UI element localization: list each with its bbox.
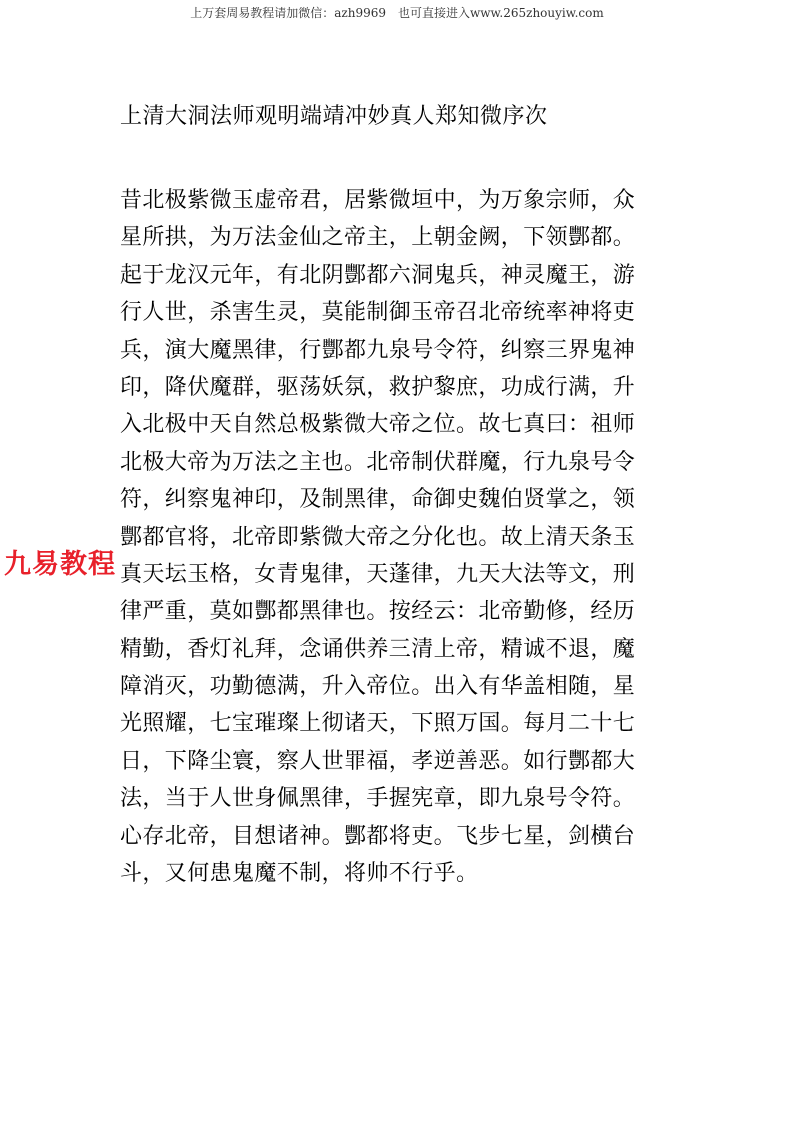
body-line: 障消灭，功勤德满，升入帝位。出入有华盖相随，星 [120, 674, 636, 700]
body-line: 真天坛玉格，女青鬼律，天蓬律，九天大法等文，刑 [120, 561, 636, 587]
body-line: 符，纠察鬼神印，及制黑律，命御史魏伯贤掌之，领 [120, 487, 636, 513]
body-line: 光照耀，七宝璀璨上彻诸天，下照万国。每月二十七 [120, 711, 636, 737]
body-line: 法，当于人世身佩黑律，手握宪章，即九泉号令符。 [120, 786, 636, 812]
body-line: 律严重，莫如酆都黑律也。按经云：北帝勤修，经历 [120, 599, 636, 625]
body-line: 星所拱，为万法金仙之帝主，上朝金阙，下领酆都。 [120, 225, 636, 251]
body-line: 斗，又何患鬼魔不制，将帅不行乎。 [120, 861, 479, 887]
body-line: 行人世，杀害生灵，莫能制御玉帝召北帝统率神将吏 [120, 300, 636, 326]
document-body [120, 182, 680, 892]
body-line: 印，降伏魔群，驱荡妖氛，救护黎庶，功成行满，升 [120, 374, 636, 400]
body-line: 入北极中天自然总极紫微大帝之位。故七真曰：祖师 [120, 412, 636, 438]
body-line: 北极大帝为万法之主也。北帝制伏群魔，行九泉号令 [120, 449, 636, 475]
body-line: 精勤，香灯礼拜，念诵供养三清上帝，精诚不退，魔 [120, 636, 636, 662]
watermark-logo: 九易教程 [4, 549, 116, 580]
body-line: 兵，演大魔黑律，行酆都九泉号令符，纠察三界鬼神 [120, 337, 636, 363]
body-line: 昔北极紫微玉虚帝君，居紫微垣中，为万象宗师，众 [120, 188, 636, 213]
body-line: 起于龙汉元年，有北阴酆都六洞鬼兵，神灵魔王，游 [120, 262, 636, 288]
body-line: 心存北帝，目想诸神。酆都将吏。飞步七星，剑横台 [120, 823, 636, 849]
body-line: 日，下降尘寰，察人世罪福，孝逆善恶。如行酆都大 [120, 748, 636, 774]
document-title: 上清大洞法师观明端靖冲妙真人郑知微序次 [120, 104, 548, 129]
header-note: 上万套周易教程请加微信：azh9969 也可直接进入www.265zhouyiw.com [190, 6, 604, 20]
body-line: 酆都官将，北帝即紫微大帝之分化也。故上清天条玉 [120, 524, 636, 550]
